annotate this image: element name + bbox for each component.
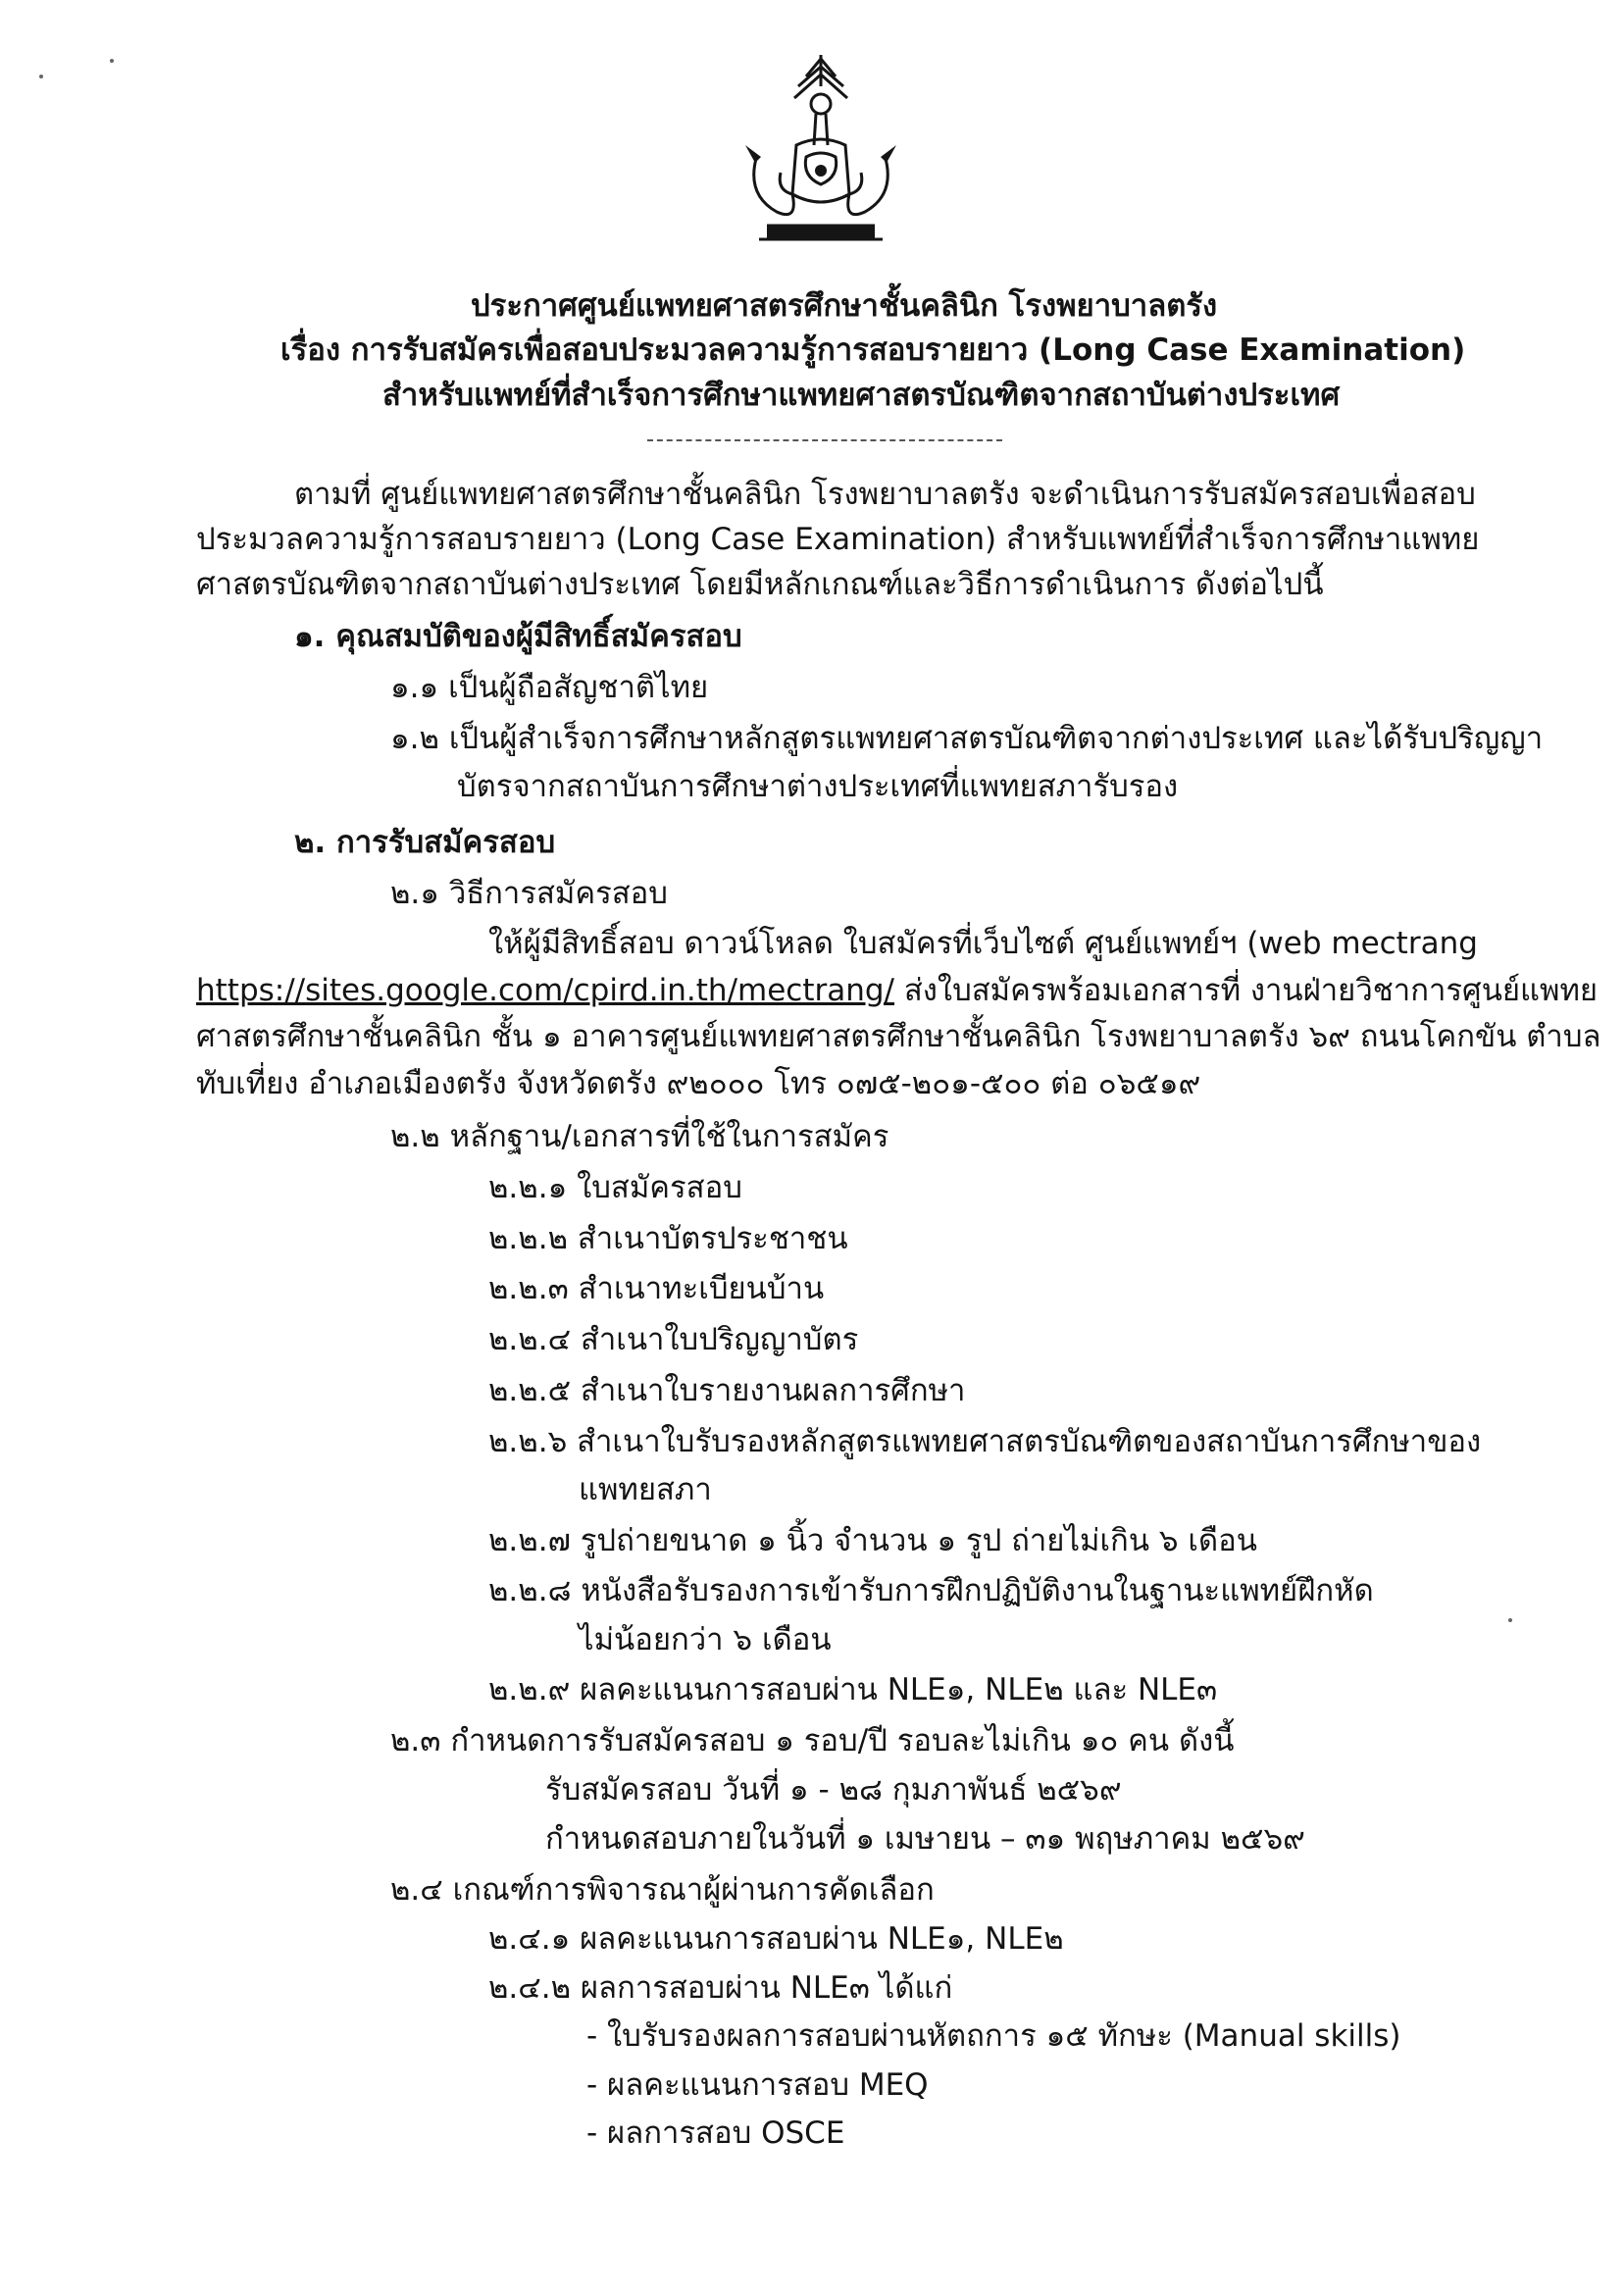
item-2-1-line-2-text: ส่งใบสมัครพร้อมเอกสารที่ งานฝ่ายวิชาการศูนย์แพทย (894, 973, 1599, 1008)
item-2-2-4: ๒.๒.๔ สำเนาใบปริญญาบัตร (488, 1322, 859, 1357)
item-1-2-continued: บัตรจากสถาบันการศึกษาต่างประเทศที่แพทยสภารับรอง (457, 769, 1179, 804)
scan-speck (110, 59, 114, 63)
intro-line-3: ศาสตรบัณฑิตจากสถาบันต่างประเทศ โดยมีหลักเกณฑ์และวิธีการดำเนินการ ดังต่อไปนี้ (196, 567, 1324, 602)
item-2-1-line-1: ให้ผู้มีสิทธิ์สอบ ดาวน์โหลด ใบสมัครที่เว็บไซต์ ศูนย์แพทย์ฯ (web mectrang (488, 926, 1478, 961)
item-2-1-heading: ๒.๑ วิธีการสมัครสอบ (390, 876, 668, 911)
university-crest-icon (737, 47, 904, 263)
item-2-1-line-4: ทับเที่ยง อำเภอเมืองตรัง จังหวัดตรัง ๙๒๐๐๐ โทร ๐๗๕-๒๐๑-๕๐๐ ต่อ ๐๖๕๑๙ (196, 1066, 1201, 1101)
title-divider (647, 439, 1002, 441)
criteria-bullet-osce: - ผลการสอบ OSCE (586, 2115, 845, 2151)
announcement-title: ประกาศศูนย์แพทยศาสตรศึกษาชั้นคลินิก โรงพยาบาลตรัง (471, 288, 1218, 324)
section-1-heading: ๑. คุณสมบัติของผู้มีสิทธิ์สมัครสอบ (294, 619, 742, 654)
item-2-2-2: ๒.๒.๒ สำเนาบัตรประชาชน (488, 1221, 848, 1256)
item-2-1-line-3: ศาสตรศึกษาชั้นคลินิก ชั้น ๑ อาคารศูนย์แพทยศาสตรศึกษาชั้นคลินิก โรงพยาบาลตรัง ๖๙ ถนนโคกขัน ตำบล (196, 1019, 1601, 1054)
item-2-2-9: ๒.๒.๙ ผลคะแนนการสอบผ่าน NLE๑, NLE๒ และ NLE๓ (488, 1672, 1218, 1707)
intro-line-1: ตามที่ ศูนย์แพทยศาสตรศึกษาชั้นคลินิก โรงพยาบาลตรัง จะดำเนินการรับสมัครสอบเพื่อสอบ (294, 477, 1476, 512)
announcement-subject-line-2: สำหรับแพทย์ที่สำเร็จการศึกษาแพทยศาสตรบัณฑิตจากสถาบันต่างประเทศ (382, 378, 1341, 413)
item-2-2-3: ๒.๒.๓ สำเนาทะเบียนบ้าน (488, 1271, 825, 1306)
application-period: รับสมัครสอบ วันที่ ๑ - ๒๘ กุมภาพันธ์ ๒๕๖๙ (545, 1772, 1122, 1808)
item-2-2-1: ๒.๒.๑ ใบสมัครสอบ (488, 1170, 742, 1205)
item-2-4-2: ๒.๔.๒ ผลการสอบผ่าน NLE๓ ได้แก่ (488, 1970, 953, 2006)
item-1-2: ๑.๒ เป็นผู้สำเร็จการศึกษาหลักสูตรแพทยศาสตรบัณฑิตจากต่างประเทศ และได้รับปริญญา (390, 721, 1544, 756)
item-2-1-line-2 (196, 969, 1598, 1012)
criteria-bullet-manual-skills: - ใบรับรองผลการสอบผ่านหัตถการ ๑๕ ทักษะ (Manual skills) (586, 2018, 1401, 2054)
item-1-1: ๑.๑ เป็นผู้ถือสัญชาติไทย (390, 670, 709, 705)
item-2-2-5: ๒.๒.๕ สำเนาใบรายงานผลการศึกษา (488, 1373, 966, 1408)
scan-speck (39, 75, 43, 78)
item-2-2-8: ๒.๒.๘ หนังสือรับรองการเข้ารับการฝึกปฏิบัติงานในฐานะแพทย์ฝึกหัด (488, 1573, 1374, 1608)
item-2-2-8-continued: ไม่น้อยกว่า ๖ เดือน (579, 1622, 832, 1657)
item-2-2-6: ๒.๒.๖ สำเนาใบรับรองหลักสูตรแพทยศาสตรบัณฑิตของสถาบันการศึกษาของ (488, 1424, 1482, 1459)
item-2-2-6-continued: แพทยสภา (579, 1472, 712, 1507)
scan-speck (1508, 1618, 1512, 1622)
exam-period: กำหนดสอบภายในวันที่ ๑ เมษายน – ๓๑ พฤษภาคม ๒๕๖๙ (545, 1821, 1305, 1857)
mectrang-website-link[interactable]: https://sites.google.com/cpird.in.th/mectrang/ (196, 973, 895, 1008)
item-2-2-7: ๒.๒.๗ รูปถ่ายขนาด ๑ นิ้ว จำนวน ๑ รูป ถ่ายไม่เกิน ๖ เดือน (488, 1523, 1257, 1558)
intro-line-2: ประมวลความรู้การสอบรายยาว (Long Case Examination) สำหรับแพทย์ที่สำเร็จการศึกษาแพทย (196, 522, 1480, 557)
item-2-2-heading: ๒.๒ หลักฐาน/เอกสารที่ใช้ในการสมัคร (390, 1119, 889, 1154)
announcement-subject: เรื่อง การรับสมัครเพื่อสอบประมวลความรู้การสอบรายยาว (Long Case Examination) (280, 332, 1466, 368)
item-2-4-1: ๒.๔.๑ ผลคะแนนการสอบผ่าน NLE๑, NLE๒ (488, 1921, 1064, 1957)
section-2-heading: ๒. การรับสมัครสอบ (294, 825, 556, 860)
item-2-4-heading: ๒.๔ เกณฑ์การพิจารณาผู้ผ่านการคัดเลือก (390, 1872, 935, 1908)
item-2-3-heading: ๒.๓ กำหนดการรับสมัครสอบ ๑ รอบ/ปี รอบละไม่เกิน ๑๐ คน ดังนี้ (390, 1723, 1235, 1758)
criteria-bullet-meq: - ผลคะแนนการสอบ MEQ (586, 2067, 929, 2103)
